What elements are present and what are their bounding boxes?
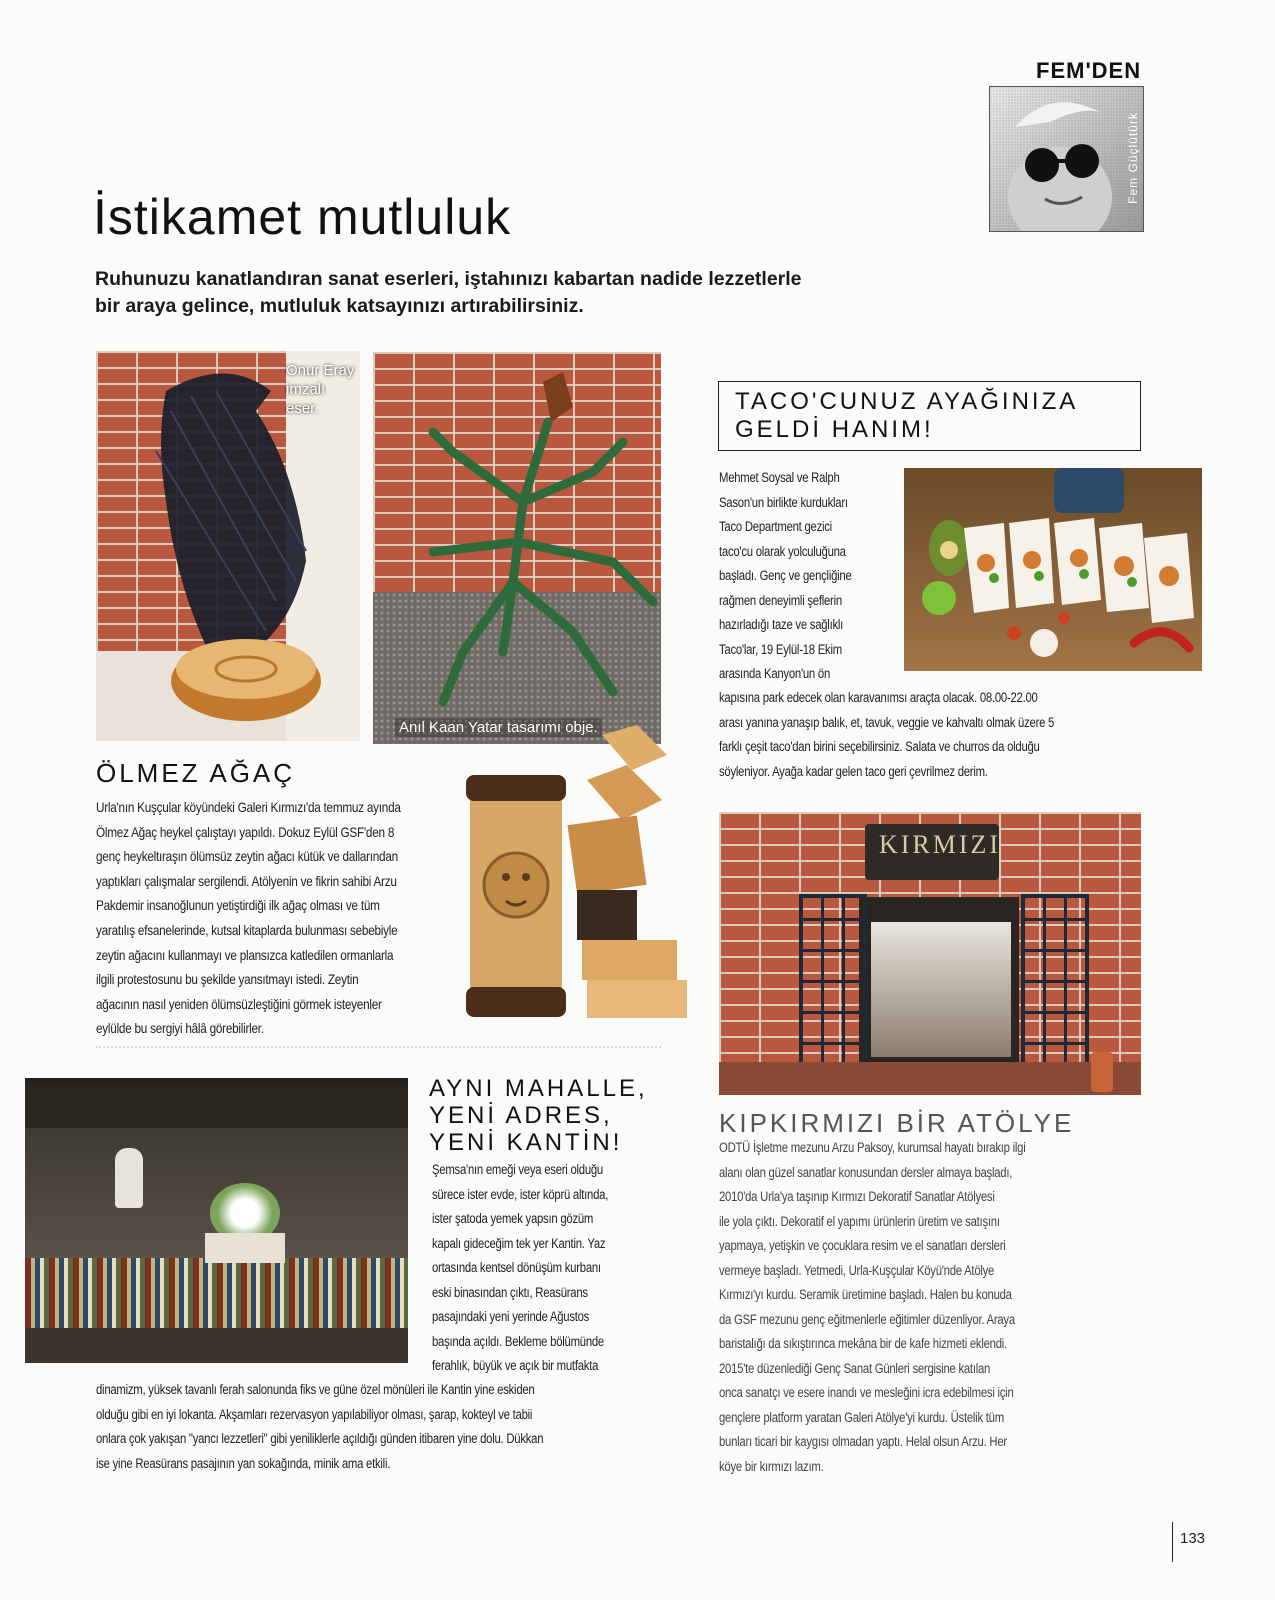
author-credit: Fem Güçlütürk	[1126, 112, 1141, 204]
body-line: Urla'nın Kuşçular köyündeki Galeri Kırmızı'da temmuz ayında	[96, 799, 401, 815]
body-line: vermeye başladı. Yetmedi, Urla-Kuşçular Köyü'nde Atölye	[719, 1262, 995, 1278]
body-line: yapmaya, yetişkin ve çocuklara resim ve el sanatları dersleri	[719, 1238, 1006, 1253]
body-line: farklı çeşit taco'dan birini seçebilirsiniz. Salata ve churros da olduğu	[719, 739, 1040, 754]
wood-sculptures-image	[462, 725, 692, 1025]
body-line: ferahlık, büyük ve açık bir mutfakta	[432, 1358, 599, 1373]
page-number: 133	[1180, 1530, 1206, 1547]
author-photo	[989, 86, 1144, 232]
taco-heading-box	[718, 381, 1141, 451]
body-line: hazırladığı taze ve sağlıklı	[719, 617, 844, 632]
kantin-heading-line: YENİ KANTİN!	[429, 1129, 623, 1156]
body-line: ilgili protestosunu bu şekilde yansıtmayı istedi. Zeytin	[96, 971, 359, 988]
intro-text	[95, 266, 802, 320]
taco-full-text	[719, 686, 1139, 784]
body-line: alanı olan güzel sanatlar konusundan dersler almaya başladı,	[719, 1164, 1013, 1180]
body-line: onlara çok yakışan "yancı lezzetleri" gibi yeniliklerle açıldığı günden itibaren yine dolu. Dükkan	[96, 1431, 544, 1446]
body-line: Pakdemir insanoğlunun yetiştirdiği ilk ağaç olması ve tüm	[96, 897, 380, 914]
kantin-heading	[429, 1075, 648, 1156]
body-line: Sason'un birlikte kurdukları	[719, 494, 848, 510]
kantin-heading-line: AYNI MAHALLE,	[429, 1075, 648, 1102]
body-line: başladı. Genç ve gençliğine	[719, 568, 852, 583]
tacos-photo	[904, 468, 1202, 671]
body-line: Taco Department gezici	[719, 519, 832, 534]
raven-sculpture-photo	[96, 351, 360, 741]
body-line: 2010'da Urla'ya taşınıp Kırmızı Dekoratif Sanatlar Atölyesi	[719, 1189, 995, 1204]
body-line: ortasında kentsel dönüşüm kurbanı	[432, 1260, 601, 1275]
body-line: baristalığı da sıkıştırınca mekâna bir de kafe hizmeti eklendi.	[719, 1336, 1007, 1351]
body-line: dinamizm, yüksek tavanlı ferah salonunda fiks ve güne özel mönüleri ile Kantin yine eskiden	[96, 1382, 535, 1397]
body-line: rağmen deneyimli şeflerin	[719, 592, 842, 608]
body-line: başında açıldı. Bekleme bölümünde	[432, 1333, 604, 1349]
body-line: Kırmızı'yı kurdu. Seramik üretimine başladı. Halen bu konuda	[719, 1287, 1012, 1302]
body-line: olduğu gibi en iyi lokanta. Akşamları rezervasyon yapılabiliyor olması, şarap, kokteyl ve tabii	[96, 1406, 533, 1422]
body-line: kapalı gideceğim tek yer Kantin. Yaz	[432, 1235, 606, 1251]
taco-heading-line: GELDİ HANIM!	[735, 416, 934, 443]
raven-caption-line: eser.	[286, 400, 319, 417]
body-line: da GSF mezunu genç eğitmenlerle eğitimler düzenliyor. Araya	[719, 1311, 1015, 1327]
body-line: taco'cu olarak yolculuğuna	[719, 543, 846, 559]
body-line: eski binasından çıktı, Reasürans	[432, 1284, 588, 1300]
raven-caption-line: imzalı	[286, 381, 326, 398]
body-line: bunları ticari bir kaygısı olmadan yaptı. Helal olsun Arzu. Her	[719, 1434, 1007, 1449]
body-line: yaratılış efsanelerinde, kutsal kitaplarda bulunması sebebiyle	[96, 921, 398, 938]
kantin-full-text	[96, 1378, 659, 1476]
body-line: Şemsa'nın emeği veya eseri olduğu	[432, 1162, 603, 1177]
page-number-rule	[1172, 1522, 1173, 1562]
intro-line: bir araya gelince, mutluluk katsayınızı artırabilirsiniz.	[95, 295, 584, 317]
body-line: ile yola çıktı. Dekoratif el yapımı ürünlerin üretim ve satışını	[719, 1213, 1000, 1229]
body-line: zeytin ağacını kullanmayı ve plansızca katledilen ormanlarla	[96, 946, 394, 963]
body-line: 2015'te düzenlediği Genç Sanat Günleri sergisine katılan	[719, 1360, 991, 1376]
body-line: Taco'lar, 19 Eylül-18 Ekim	[719, 641, 842, 657]
kantin-heading-line: YENİ ADRES,	[429, 1102, 613, 1129]
atolye-storefront-photo	[719, 812, 1141, 1095]
body-line: onca sanatçı ve esere inandı ve mesleğini icra edebilmesi için	[719, 1385, 1014, 1400]
mantis-sculpture-photo	[373, 352, 661, 744]
body-line: sürece ister evde, ister köprü altında,	[432, 1186, 609, 1202]
body-line: kapısına park edecek olan karavanımsı araçta olacak. 08.00-22.00	[719, 690, 1038, 705]
olmez-agac-heading: ÖLMEZ AĞAÇ	[96, 758, 296, 788]
body-line: yaptıkları çalışmalar sergilendi. Atölyenin ve fikrin sahibi Arzu	[96, 872, 397, 889]
mantis-caption: Anıl Kaan Yatar tasarımı obje.	[395, 718, 602, 737]
atolye-body	[719, 1136, 1139, 1479]
body-line: söyleniyor. Ayağa kadar gelen taco geri çevrilmez derim.	[719, 763, 988, 779]
olmez-agac-body	[96, 795, 432, 1041]
body-line: ister şatoda yemek yapsın gözüm	[432, 1211, 594, 1226]
body-line: arası yanına yanaşıp balık, et, tavuk, veggie ve kahvaltı olmak üzere 5	[719, 714, 1055, 730]
body-line: Mehmet Soysal ve Ralph	[719, 470, 840, 485]
intro-line: Ruhunuzu kanatlandıran sanat eserleri, iştahınızı kabartan nadide lezzetlerle	[95, 268, 802, 290]
body-line: arasında Kanyon'un ön	[719, 666, 830, 681]
body-line: köye bir kırmızı lazım.	[719, 1458, 824, 1474]
body-line: gençlere platform yaratan Galeri Atölye'yi kurdu. Üstelik tüm	[719, 1409, 1004, 1425]
body-line: eylülde bu sergiyi hâlâ görebilirler.	[96, 1020, 264, 1037]
page-title: İstikamet mutluluk	[93, 189, 512, 245]
kantin-interior-photo	[25, 1078, 408, 1363]
body-line: ODTÜ İşletme mezunu Arzu Paksoy, kurumsal hayatı bırakıp ilgi	[719, 1140, 1026, 1155]
raven-caption	[286, 361, 354, 418]
raven-caption-line: Onur Eray	[286, 362, 355, 379]
kantin-side-text	[432, 1158, 667, 1379]
body-line: ise yine Reasürans pasajının yan sokağında, minik ama etkili.	[96, 1455, 391, 1471]
atolye-sign: KIRMIZI	[879, 830, 1002, 859]
body-line: Ölmez Ağaç heykel çalıştayı yapıldı. Dokuz Eylül GSF'den 8	[96, 823, 395, 840]
taco-heading-line: TACO'CUNUZ AYAĞINIZA	[735, 388, 1079, 415]
body-line: ağacının nasıl yeniden ölümsüzleştiğini görmek isteyenler	[96, 995, 382, 1012]
body-line: genç heykeltıraşın ölümsüz zeytin ağacı kütük ve dallarından	[96, 848, 398, 865]
body-line: pasajındaki yeni yerinde Ağustos	[432, 1309, 590, 1324]
atolye-heading: KIPKIRMIZI BİR ATÖLYE	[719, 1108, 1075, 1138]
section-divider	[96, 1046, 661, 1048]
taco-side-text	[719, 466, 904, 687]
column-label: FEM'DEN	[1036, 58, 1142, 83]
